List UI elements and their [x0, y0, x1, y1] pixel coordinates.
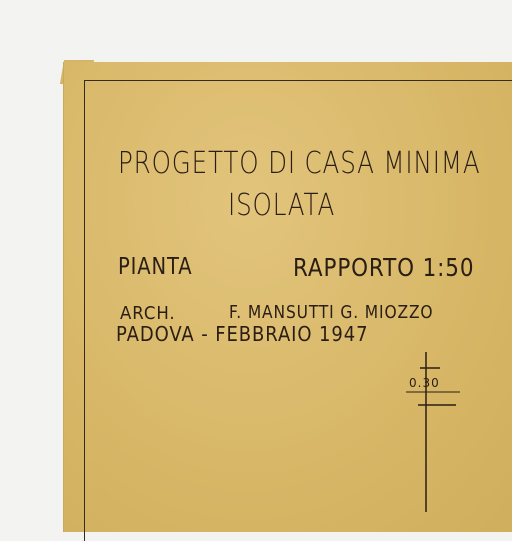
place-date: PADOVA - FEBBRAIO 1947 — [116, 322, 369, 346]
architect-names: F. MANSUTTI G. MIOZZO — [229, 302, 434, 323]
dimension-label: 0.30 — [409, 376, 440, 390]
view-label: PIANTA — [118, 254, 193, 280]
arch-label: ARCH. — [120, 303, 176, 324]
scale-label: RAPPORTO 1:50 — [293, 253, 475, 282]
project-title: PROGETTO DI CASA MINIMA — [118, 146, 481, 181]
project-subtitle: ISOLATA — [228, 188, 336, 223]
